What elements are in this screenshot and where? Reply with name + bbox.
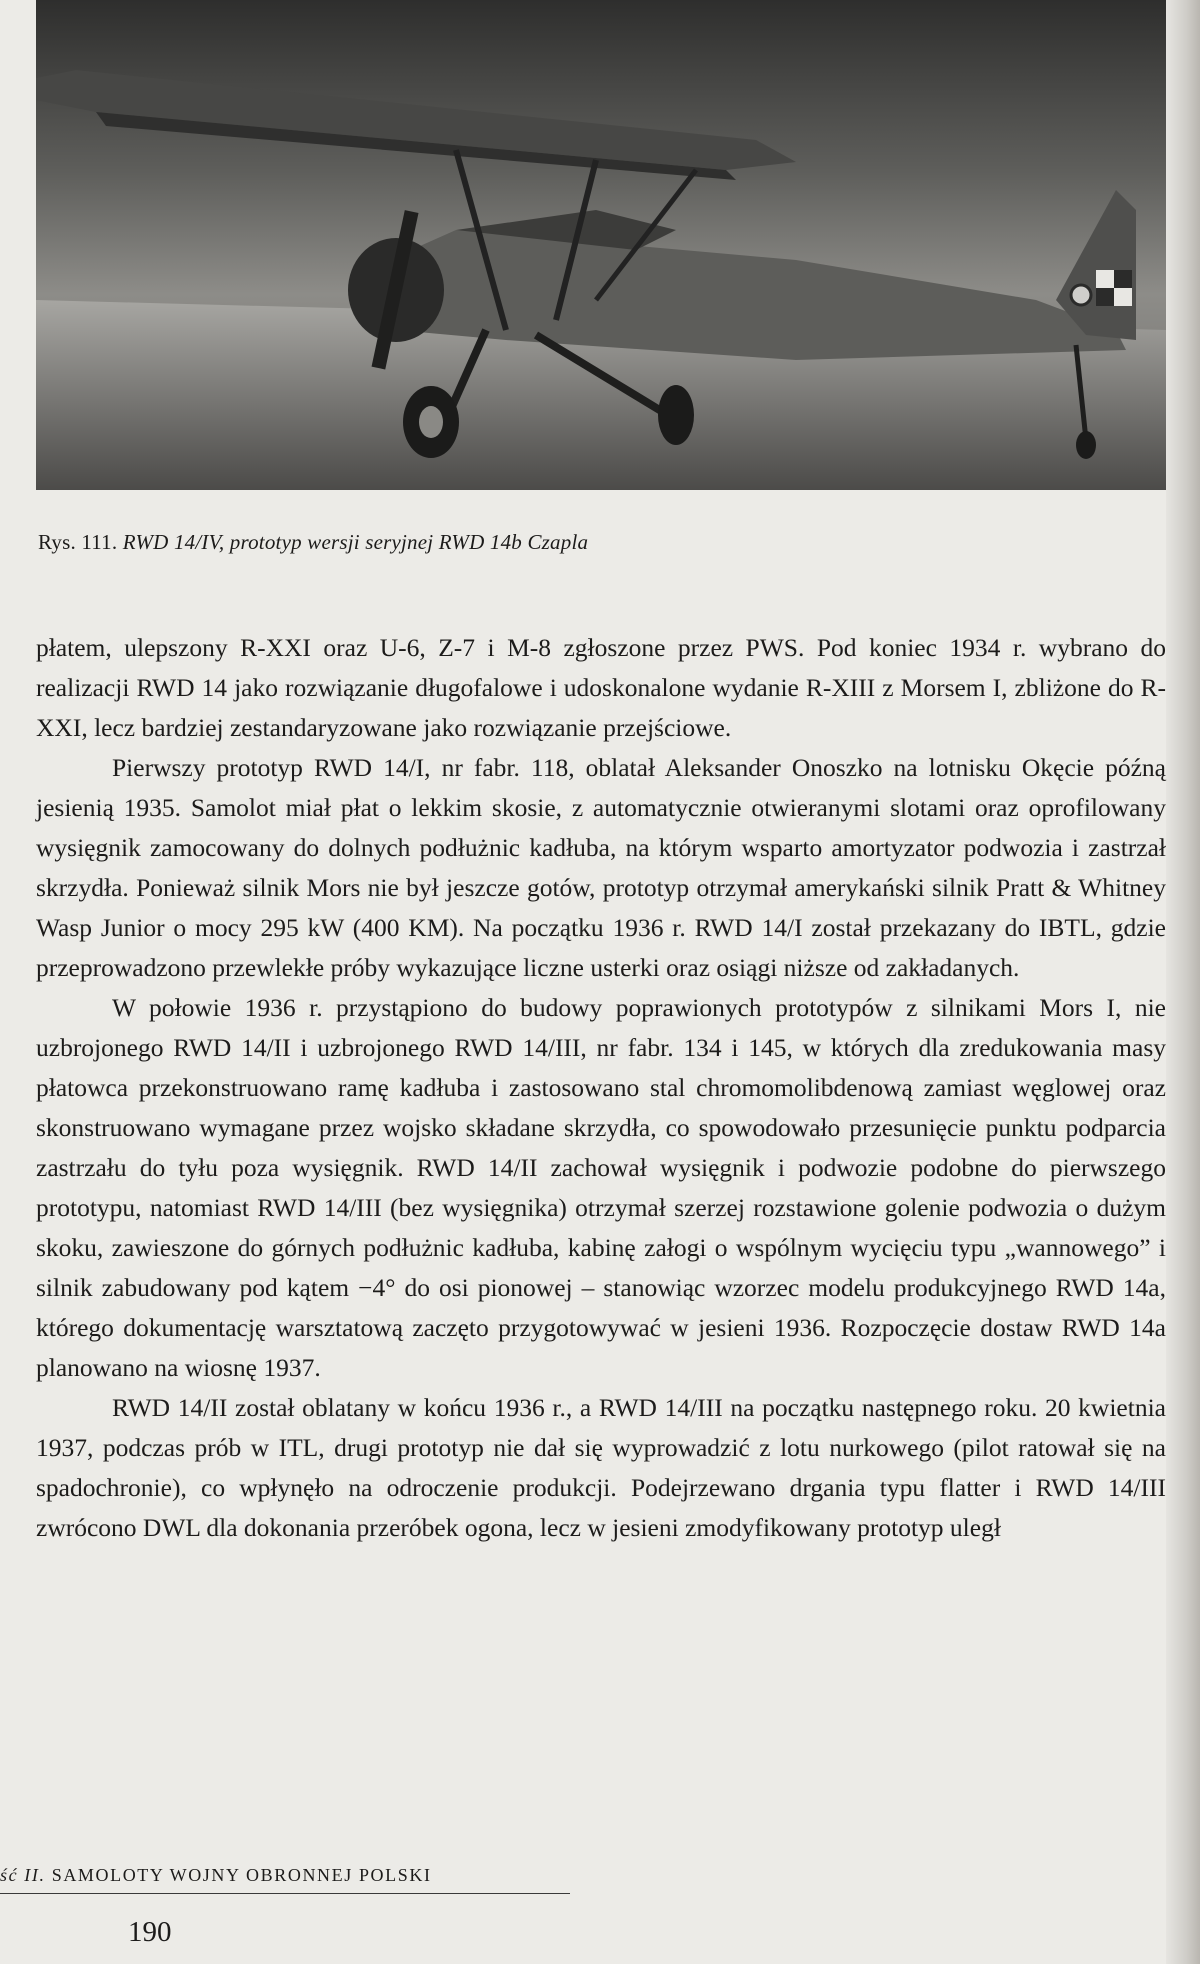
body-text	[36, 628, 1166, 1548]
section-title: SAMOLOTY WOJNY OBRONNEJ POLSKI	[51, 1865, 432, 1885]
caption-title: RWD 14/IV, prototyp wersji seryjnej RWD 14b Czapla	[122, 530, 589, 554]
page-edge-shadow	[1166, 0, 1200, 1964]
checkerboard-insignia	[1096, 270, 1132, 306]
running-head	[0, 1865, 432, 1886]
page-number: 190	[128, 1916, 172, 1948]
aircraft-photo-illustration	[36, 0, 1166, 490]
figure-caption	[38, 530, 1138, 555]
paragraph-3: W połowie 1936 r. przystąpiono do budowy poprawionych prototypów z silnikami Mors I, nie uzbrojonego RWD 14/II i uzbrojonego RWD 14/III, nr fabr. 134 i 145, w których dla zredukowania masy płatowca przekonstruowano ramę kadłuba i zastosowano stal chromomolibdenową zamiast węglowej oraz skonstruowano wymagane przez wojsko składane skrzydła, co spowodowało przesunięcie punktu podparcia zastrzału do tyłu poza wysięgnik. RWD 14/II zachował wysięgnik i podwozie podobne do pierwszego prototypu, natomiast RWD 14/III (bez wysięgnika) otrzymał szerzej rozstawione golenie podwozia o dużym skoku, zawieszone do górnych podłużnic kadłuba, kabinę załogi o wspólnym wycięciu typu „wannowego” i silnik zabudowany pod kątem −4° do osi pionowej – stanowiąc wzorzec modelu produkcyjnego RWD 14a, którego dokumentację warsztatową zaczęto przygotowywać w jesieni 1936. Rozpoczęcie dostaw RWD 14a planowano na wiosnę 1937.	[36, 993, 1166, 1382]
caption-label: Rys. 111.	[38, 530, 118, 554]
paragraph-1: płatem, ulepszony R-XXI oraz U-6, Z-7 i M-8 zgłoszone przez PWS. Pod koniec 1934 r. wybrano do realizacji RWD 14 jako rozwiązanie długofalowe i udoskonalone wydanie R-XIII z Morsem I, zbliżone do R-XXI, lecz bardziej zestandaryzowane jako rozwiązanie przejściowe.	[36, 633, 1166, 742]
aircraft-photo	[36, 0, 1166, 490]
paragraph-2: Pierwszy prototyp RWD 14/I, nr fabr. 118, oblatał Aleksander Onoszko na lotnisku Okęcie późną jesienią 1935. Samolot miał płat o lekkim skosie, z automatycznie otwieranymi slotami oraz oprofilowany wysięgnik zamocowany do dolnych podłużnic kadłuba, na którym wsparto amortyzator podwozia i zastrzał skrzydła. Ponieważ silnik Mors nie był jeszcze gotów, prototyp otrzymał amerykański silnik Pratt & Whitney Wasp Junior o mocy 295 kW (400 KM). Na początku 1936 r. RWD 14/I został przekazany do IBTL, gdzie przeprowadzono przewlekłe próby wykazujące liczne usterki oraz osiągi niższe od zakładanych.	[36, 753, 1166, 982]
paragraph-4: RWD 14/II został oblatany w końcu 1936 r., a RWD 14/III na początku następnego roku. 20 kwietnia 1937, podczas prób w ITL, drugi prototyp nie dał się wyprowadzić z lotu nurkowego (pilot ratował się na spadochronie), co wpłynęło na odroczenie produkcji. Podejrzewano drgania typu flatter i RWD 14/III zwrócono DWL dla dokonania przeróbek ogona, lecz w jesieni zmodyfikowany prototyp uległ	[36, 1393, 1166, 1542]
footer-rule	[0, 1893, 570, 1894]
part-label: ść II.	[0, 1865, 46, 1885]
